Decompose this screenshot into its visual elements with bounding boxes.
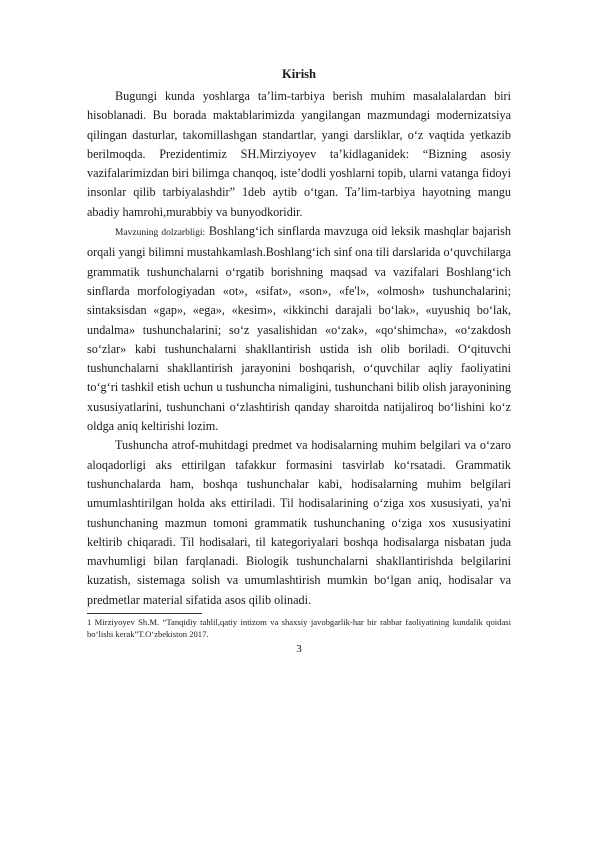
page-number: 3	[296, 643, 302, 656]
relevance-body: Boshlang‘ich sinflarda mavzuga oid leksik mashqlar bajarish orqali yangi bilimni mustahkamlash.Boshlang‘ich sinf ona tili darslarida o‘quvchilarga grammatik tushunchalarni o‘rgatib borishning maqsad va vazifalari Boshlang‘ich sinflarda morfologiyadan «ot», «sifat», «son», «fe'l», «olmosh» tushunchalarini; sintaksisdan «gap», «ega», «kesim», «ikkinchi darajali bo‘lak», «uyushiq bo‘lak, undalma» tushunchalarini; so‘z yasalishidan «o‘zak», «qo‘shimcha», «o‘zakdosh so‘zlar» kabi tushunchalarni shakllantirish ustida ish olib boriladi. O‘qituvchi tushunchalarni shakllantirish jarayonini boshqarish, o‘quvchilar aqliy faoliyatini to‘g‘ri tashkil etish uchun u tushuncha nimaligini, tushunchani bilib olish jarayonining xususiyatlarini, tushunchani o‘zlashtirish qanday sharoitda natijaliroq bo‘lishini ko‘z oldga aniq keltirishi lozim.	[87, 224, 511, 434]
page-title: Kirish	[281, 67, 317, 81]
footnote-divider	[87, 613, 202, 614]
relevance-lead: Mavzuning dolzarbligi:	[115, 228, 206, 239]
paragraph-intro: Bugungi kunda yoshlarga ta’lim-tarbiya berish muhim masalalalardan biri hisoblanadi. Bu borada maktablarimizda yangilangan mazmundagi modernizatsiya qilingan dasturlar, takomillashgan standartlar, yangi darsliklar, o‘z vaqtida yetkazib berilmoqda. Prezidentimiz SH.Mirziyoyev ta’kidlaganidek: “Bizning asosiy vazifalarimizdan biri bilimga chanqoq, iste’dodli yoshlarni topib, ularni vatanga fidoyi insonlar qilib tarbiyalashdir” 1deb aytib o‘tgan. Ta’lim-tarbiya hayotning mangu abadiy hamrohi,murabbiy va bunyodkoridir.	[87, 89, 511, 219]
document-page	[87, 66, 511, 655]
paragraph-relevance	[87, 222, 511, 436]
footnote: 1 Mirziyoyev Sh.M. “Tanqidiy tahlil,qatiy intizom va shaxsiy javobgarlik-har bir rahbar faoliyatining kundalik qoidasi bo‘lishi kerak”T.O‘zbekiston 2017.	[87, 617, 511, 640]
paragraph-concept: Tushuncha atrof-muhitdagi predmet va hodisalarning muhim belgilari va o‘zaro aloqadorligi aks ettirilgan tafakkur formasini tasvirlab ko‘rsatadi. Grammatik tushunchalarda ham, boshqa tushunchalar kabi, hodisalarning muhim belgilari umumlashtirilgan holda aks ettiriladi. Til hodisalarining o‘ziga xos xususiyati, ya'ni tushunchaning mazmun tomoni grammatik tushunchaning o‘ziga xos xususiyatini keltirib chiqaradi. Til hodisalari, til kategoriyalari boshqa hodisalarga nisbatan juda mavhumligi bilan farqlanadi. Biologik tushunchalarni shakllantirishda belgilarini kuzatish, sistemaga solish va umumlashtirish mumkin bo‘lgan aniq, hodisalar va predmetlar material sifatida asos qilib olinadi.	[87, 438, 511, 607]
